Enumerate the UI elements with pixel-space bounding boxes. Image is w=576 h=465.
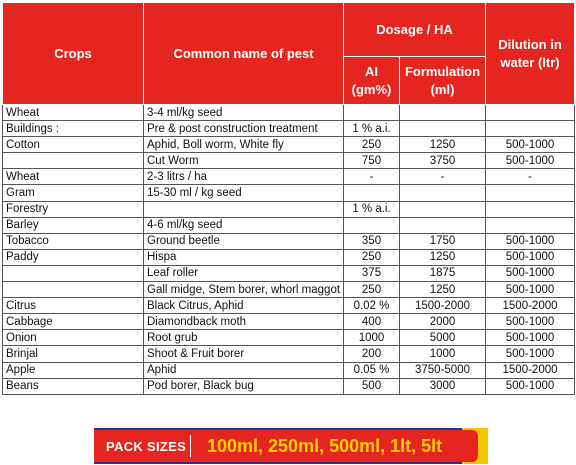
dilution-cell: - bbox=[486, 169, 575, 185]
table-row bbox=[3, 137, 575, 153]
crop-cell: Citrus bbox=[3, 298, 144, 314]
pest-cell: 15-30 ml / kg seed bbox=[144, 185, 344, 201]
formulation-cell: 5000 bbox=[400, 330, 486, 346]
crop-cell: Beans bbox=[3, 378, 144, 394]
crop-cell: Apple bbox=[3, 362, 144, 378]
pest-cell: 4-6 ml/kg seed bbox=[144, 217, 344, 233]
ai-cell: 500 bbox=[344, 378, 400, 394]
formulation-cell: - bbox=[400, 169, 486, 185]
crop-cell bbox=[3, 153, 144, 169]
dilution-cell: 1500-2000 bbox=[486, 362, 575, 378]
pest-cell: Aphid bbox=[144, 362, 344, 378]
dilution-cell bbox=[486, 185, 575, 201]
dilution-cell: 500-1000 bbox=[486, 346, 575, 362]
dilution-cell bbox=[486, 121, 575, 137]
table-row bbox=[3, 330, 575, 346]
ai-cell bbox=[344, 185, 400, 201]
pest-cell: Pod borer, Black bug bbox=[144, 378, 344, 394]
banner-divider bbox=[190, 435, 191, 457]
table-row bbox=[3, 169, 575, 185]
table-body bbox=[3, 105, 575, 395]
dilution-cell bbox=[486, 217, 575, 233]
ai-cell: 1 % a.i. bbox=[344, 121, 400, 137]
pest-cell bbox=[144, 201, 344, 217]
table-row bbox=[3, 153, 575, 169]
dilution-cell: 1500-2000 bbox=[486, 298, 575, 314]
crop-cell: Forestry bbox=[3, 201, 144, 217]
pest-cell: Aphid, Boll worm, White fly bbox=[144, 137, 344, 153]
ai-cell: 350 bbox=[344, 233, 400, 249]
pest-cell: Ground beetle bbox=[144, 233, 344, 249]
dosage-table bbox=[2, 2, 575, 395]
dilution-cell: 500-1000 bbox=[486, 249, 575, 265]
table-row bbox=[3, 282, 575, 298]
header-pest: Common name of pest bbox=[144, 3, 344, 105]
dilution-cell: 500-1000 bbox=[486, 265, 575, 281]
dilution-cell: 500-1000 bbox=[486, 282, 575, 298]
dilution-cell: 500-1000 bbox=[486, 233, 575, 249]
crop-cell: Gram bbox=[3, 185, 144, 201]
crop-cell: Brinjal bbox=[3, 346, 144, 362]
ai-cell: - bbox=[344, 169, 400, 185]
formulation-cell: 1875 bbox=[400, 265, 486, 281]
table-row bbox=[3, 121, 575, 137]
ai-cell: 0.05 % bbox=[344, 362, 400, 378]
formulation-cell: 1500-2000 bbox=[400, 298, 486, 314]
pest-cell: Diamondback moth bbox=[144, 314, 344, 330]
table-row bbox=[3, 105, 575, 121]
header-ai: AI (gm%) bbox=[344, 57, 400, 105]
pest-cell: 2-3 litrs / ha bbox=[144, 169, 344, 185]
crop-cell: Wheat bbox=[3, 105, 144, 121]
pest-cell: Cut Worm bbox=[144, 153, 344, 169]
formulation-cell bbox=[400, 105, 486, 121]
formulation-cell bbox=[400, 217, 486, 233]
table-row bbox=[3, 249, 575, 265]
crop-cell bbox=[3, 265, 144, 281]
table-row bbox=[3, 233, 575, 249]
table-row bbox=[3, 362, 575, 378]
formulation-cell: 1250 bbox=[400, 137, 486, 153]
header-dosage: Dosage / HA bbox=[344, 3, 486, 57]
dilution-cell: 500-1000 bbox=[486, 330, 575, 346]
header-formulation: Formulation (ml) bbox=[400, 57, 486, 105]
ai-cell: 750 bbox=[344, 153, 400, 169]
ai-cell: 250 bbox=[344, 137, 400, 153]
table-row bbox=[3, 265, 575, 281]
crop-cell bbox=[3, 282, 144, 298]
ai-cell bbox=[344, 217, 400, 233]
pest-cell: Shoot & Fruit borer bbox=[144, 346, 344, 362]
formulation-cell bbox=[400, 185, 486, 201]
formulation-cell: 1750 bbox=[400, 233, 486, 249]
crop-cell: Onion bbox=[3, 330, 144, 346]
formulation-cell: 1250 bbox=[400, 282, 486, 298]
header-crops: Crops bbox=[3, 3, 144, 105]
formulation-cell: 3750 bbox=[400, 153, 486, 169]
crop-cell: Wheat bbox=[3, 169, 144, 185]
crop-cell: Cotton bbox=[3, 137, 144, 153]
table-row bbox=[3, 378, 575, 394]
crop-cell: Paddy bbox=[3, 249, 144, 265]
pest-cell: 3-4 ml/kg seed bbox=[144, 105, 344, 121]
crop-cell: Barley bbox=[3, 217, 144, 233]
pest-cell: Root grub bbox=[144, 330, 344, 346]
dilution-cell bbox=[486, 105, 575, 121]
table-row bbox=[3, 298, 575, 314]
ai-cell: 1000 bbox=[344, 330, 400, 346]
ai-cell: 375 bbox=[344, 265, 400, 281]
ai-cell: 400 bbox=[344, 314, 400, 330]
pack-sizes-label: PACK SIZES bbox=[106, 438, 187, 454]
table-row bbox=[3, 201, 575, 217]
ai-cell: 250 bbox=[344, 282, 400, 298]
ai-cell: 250 bbox=[344, 249, 400, 265]
crop-cell: Tobacco bbox=[3, 233, 144, 249]
pest-cell: Black Citrus, Aphid bbox=[144, 298, 344, 314]
ai-cell: 0.02 % bbox=[344, 298, 400, 314]
dilution-cell: 500-1000 bbox=[486, 378, 575, 394]
header-dilution: Dilution in water (ltr) bbox=[486, 3, 575, 105]
crop-cell: Cabbage bbox=[3, 314, 144, 330]
pack-sizes-values: 100ml, 250ml, 500ml, 1lt, 5lt bbox=[207, 435, 443, 456]
formulation-cell: 3000 bbox=[400, 378, 486, 394]
formulation-cell: 3750-5000 bbox=[400, 362, 486, 378]
pack-sizes-banner bbox=[94, 428, 488, 464]
formulation-cell: 1250 bbox=[400, 249, 486, 265]
table-row bbox=[3, 217, 575, 233]
pest-cell: Leaf roller bbox=[144, 265, 344, 281]
ai-cell: 1 % a.i. bbox=[344, 201, 400, 217]
dilution-cell: 500-1000 bbox=[486, 137, 575, 153]
table-row bbox=[3, 346, 575, 362]
dilution-cell: 500-1000 bbox=[486, 314, 575, 330]
formulation-cell bbox=[400, 201, 486, 217]
ai-cell: 200 bbox=[344, 346, 400, 362]
pest-cell: Pre & post construction treatment bbox=[144, 121, 344, 137]
ai-cell bbox=[344, 105, 400, 121]
table-row bbox=[3, 185, 575, 201]
table-row bbox=[3, 314, 575, 330]
pest-cell: Hispa bbox=[144, 249, 344, 265]
formulation-cell: 1000 bbox=[400, 346, 486, 362]
crop-cell: Buildings : bbox=[3, 121, 144, 137]
dilution-cell: 500-1000 bbox=[486, 153, 575, 169]
pest-cell: Gall midge, Stem borer, whorl maggot bbox=[144, 282, 344, 298]
banner-red-bar bbox=[94, 430, 478, 462]
dilution-cell bbox=[486, 201, 575, 217]
formulation-cell: 2000 bbox=[400, 314, 486, 330]
formulation-cell bbox=[400, 121, 486, 137]
